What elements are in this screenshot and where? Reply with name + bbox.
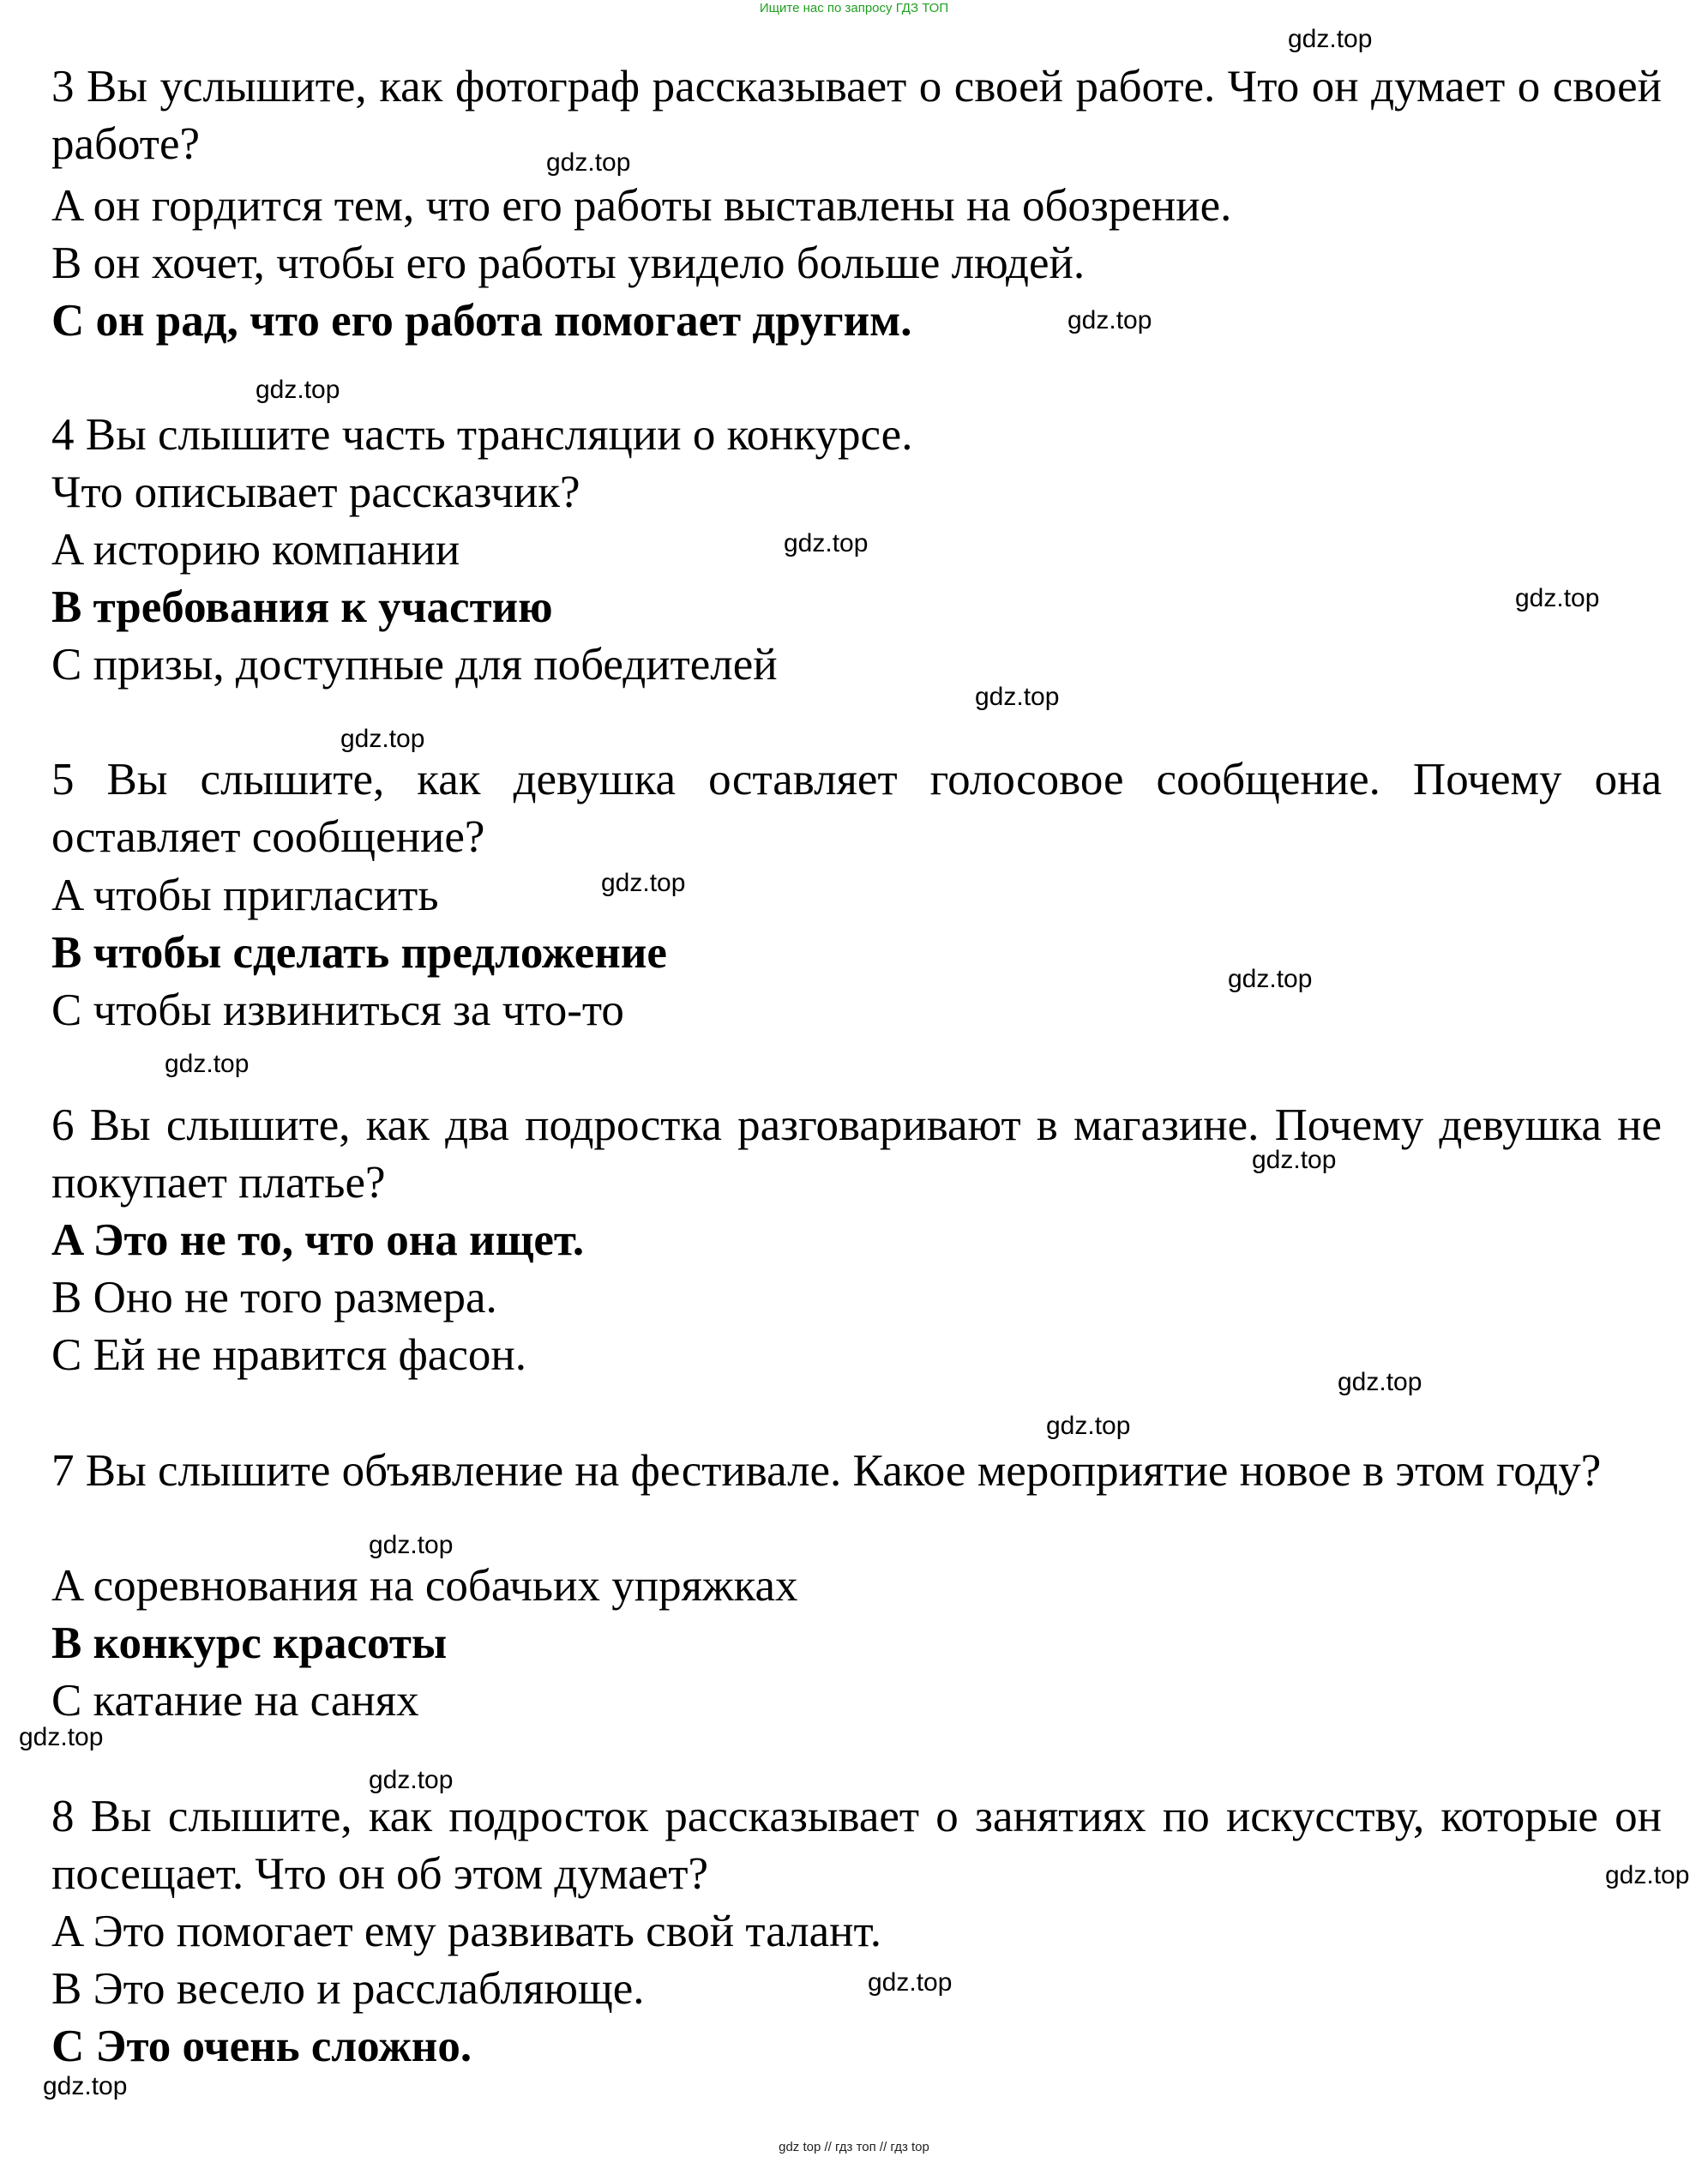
question-4-option-c: C призы, доступные для победителей [51, 640, 778, 690]
question-4-text-line2: Что описывает рассказчик? [51, 467, 580, 517]
watermark: gdz.top [1288, 25, 1373, 53]
question-6-option-b: B Оно не того размера. [51, 1273, 497, 1323]
watermark: gdz.top [340, 725, 425, 753]
footer-note: gdz top // гдз топ // гдз top [779, 2140, 929, 2154]
question-4-text-line1: 4 Вы слышите часть трансляции о конкурсе. [51, 410, 913, 460]
question-7-option-c: C катание на санях [51, 1676, 419, 1726]
watermark: gdz.top [1252, 1146, 1337, 1174]
question-5-text: 5 Вы слышите, как девушка оставляет голосовое сообщение. Почему она оставляет сообщение? [51, 755, 1662, 862]
question-5-option-c: C чтобы извиниться за что-то [51, 985, 624, 1035]
question-3-option-b: B он хочет, чтобы его работы увидело больше людей. [51, 238, 1086, 288]
question-3-text: 3 Вы услышите, как фотограф рассказывает о своей работе. Что он думает о своей работе? [51, 62, 1662, 169]
watermark: gdz.top [601, 869, 686, 897]
question-7-text: 7 Вы слышите объявление на фестивале. Какое мероприятие новое в этом году? [51, 1446, 1602, 1496]
question-6-option-a: A Это не то, что она ищет. [51, 1215, 585, 1265]
question-3-option-a: A он гордится тем, что его работы выставлены на обозрение. [51, 181, 1232, 231]
question-6-option-c: C Ей не нравится фасон. [51, 1330, 526, 1380]
header-note: Ищите нас по запросу ГДЗ ТОП [759, 1, 949, 15]
question-3-option-c: C он рад, что его работа помогает другим. [51, 296, 912, 346]
question-7-option-b: B конкурс красоты [51, 1618, 448, 1668]
question-5-option-b: B чтобы сделать предложение [51, 928, 667, 978]
question-8-option-c: C Это очень сложно. [51, 2021, 472, 2071]
watermark: gdz.top [1068, 306, 1152, 334]
watermark: gdz.top [1046, 1412, 1131, 1440]
watermark: gdz.top [256, 376, 340, 404]
watermark: gdz.top [1515, 584, 1600, 612]
watermark: gdz.top [784, 529, 869, 557]
watermark: gdz.top [546, 148, 631, 177]
watermark: gdz.top [868, 1968, 953, 1997]
question-4-option-b: B требования к участию [51, 582, 553, 632]
watermark: gdz.top [19, 1723, 104, 1751]
question-6-text: 6 Вы слышите, как два подростка разговаривают в магазине. Почему девушка не покупает платье? [51, 1100, 1662, 1208]
question-8-option-b: B Это весело и расслабляюще. [51, 1964, 645, 2014]
watermark: gdz.top [369, 1531, 454, 1559]
watermark: gdz.top [975, 683, 1060, 711]
watermark: gdz.top [369, 1766, 454, 1794]
watermark: gdz.top [43, 2072, 128, 2100]
watermark: gdz.top [1228, 965, 1313, 993]
question-8-option-a: A Это помогает ему развивать свой талант. [51, 1907, 881, 1956]
watermark: gdz.top [165, 1050, 250, 1078]
question-5-option-a: A чтобы пригласить [51, 871, 439, 920]
watermark: gdz.top [1605, 1861, 1690, 1889]
question-7-option-a: A соревнования на собачьих упряжках [51, 1561, 798, 1611]
question-4-option-a: A историю компании [51, 525, 460, 575]
question-8-text: 8 Вы слышите, как подросток рассказывает о занятиях по искусству, которые он посещает. Что он об этом думает? [51, 1792, 1662, 1899]
watermark: gdz.top [1338, 1368, 1422, 1396]
